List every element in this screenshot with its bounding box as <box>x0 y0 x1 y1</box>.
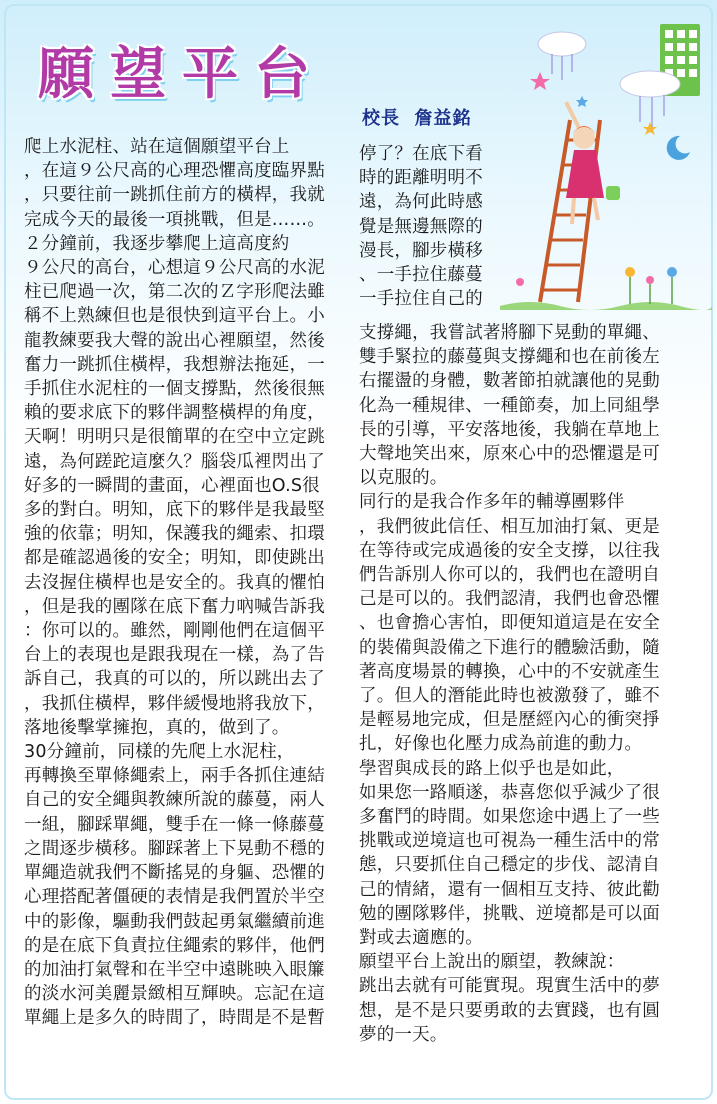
right-bottom-line: 跳出去就有可能實現。現實生活中的夢 <box>359 976 660 997</box>
left-column-line: ，我抓住橫桿，夥伴緩慢地將我放下， <box>24 693 325 714</box>
left-column-line: 自己的安全繩與教練所說的藤蔓，兩人 <box>24 790 325 811</box>
girl-figure <box>566 102 620 224</box>
left-column-line: 之間逐步橫移。腳踩著上下晃動不穩的 <box>24 838 325 859</box>
right-bottom-line: 對或去適應的。 <box>359 928 483 949</box>
right-bottom-line: 己是可以的。我們認清，我們也會恐懼 <box>359 589 660 610</box>
left-column-line: 天啊！明明只是很簡單的在空中立定跳 <box>24 427 325 448</box>
girl-climbing-ladder-illustration <box>500 10 712 310</box>
left-column-line: 台上的表現也是跟我現在一樣，為了告 <box>24 645 325 666</box>
right-bottom-line: ，我們彼此信任、相互加油打氣、更是 <box>359 516 660 537</box>
left-column-line: 稱不上熟練但也是很快到這平台上。小 <box>24 306 325 327</box>
right-bottom-line: 想，是不是只要勇敢的去實踐，也有圓 <box>359 1000 660 1021</box>
left-column-line: 的加油打氣聲和在半空中遠眺映入眼簾 <box>24 959 325 980</box>
left-column-line: 強的依靠；明知，保護我的繩索、扣環 <box>24 524 325 545</box>
left-column-line: 單繩上是多久的時間了，時間是不是暫 <box>24 1008 325 1029</box>
left-column-line: 再轉換至單條繩索上，兩手各抓住連結 <box>24 766 325 787</box>
right-bottom-line: 雙手緊拉的藤蔓與支撐繩和也在前後左 <box>359 347 660 368</box>
right-top-line: 時的距離明明不 <box>359 168 483 189</box>
right-top-line: 遠，為何此時感 <box>359 192 483 213</box>
left-column-line: 爬上水泥柱、站在這個願望平台上 <box>24 137 290 157</box>
left-column-line: 都是確認過後的安全；明知，即使跳出 <box>24 548 325 569</box>
grass-decoration <box>500 267 712 310</box>
right-bottom-line: 長的引導，平安落地後，我躺在草地上 <box>359 419 660 440</box>
left-column-line: ２分鐘前，我逐步攀爬上這高度約 <box>24 233 290 254</box>
right-bottom-line: 右擺盪的身體，數著節拍就讓他的晃動 <box>359 371 660 392</box>
left-column-line: 的是在底下負責拉住繩索的夥伴，他們 <box>24 935 325 956</box>
right-bottom-line: 們告訴別人你可以的，我們也在證明自 <box>359 565 660 586</box>
right-bottom-line: 以克服的。 <box>359 468 448 489</box>
left-column-line: 好多的一瞬間的畫面，心裡面也O.S很 <box>24 475 320 496</box>
right-top-line: 覺是無邊無際的 <box>359 216 483 237</box>
left-column-line: 心理搭配著僵硬的表情是我們置於半空 <box>24 887 325 908</box>
left-column-line: 賴的要求底下的夥伴調整橫桿的角度， <box>24 403 325 424</box>
right-bottom-line: 是輕易地完成，但是歷經內心的衝突掙 <box>359 710 660 731</box>
left-column-line: ，在這９公尺高的心理恐懼高度臨界點 <box>24 161 325 182</box>
left-column-line: 中的影像，驅動我們鼓起勇氣繼續前進 <box>24 911 325 932</box>
moon-icon <box>667 136 690 160</box>
left-column-line: 手抓住水泥柱的一個支撐點，然後很無 <box>24 379 325 400</box>
left-column-line: 30分鐘前，同樣的先爬上水泥柱， <box>24 742 295 763</box>
left-column-line: 落地後擊掌擁抱，真的，做到了。 <box>24 717 290 738</box>
right-bottom-line: 如果您一路順遂，恭喜您似乎減少了很 <box>359 782 660 803</box>
left-column-line: 訴自己，我真的可以的，所以跳出去了 <box>24 669 325 690</box>
right-bottom-line: 的裝備與設備之下進行的體驗活動，隨 <box>359 637 660 658</box>
left-column-line: 龍教練要我大聲的說出心裡願望，然後 <box>24 330 325 351</box>
right-column-top <box>359 142 509 311</box>
left-column-line: ：你可以的。雖然，剛剛他們在這個平 <box>24 621 325 642</box>
right-bottom-line: 、也會擔心害怕，即便知道這是在安全 <box>359 613 660 634</box>
right-bottom-line: 學習與成長的路上似乎也是如此， <box>359 758 625 779</box>
right-bottom-line: 挑戰或逆境這也可視為一種生活中的常 <box>359 831 660 852</box>
left-column-line: 遠，為何蹉跎這麼久？腦袋瓜裡閃出了 <box>24 451 325 472</box>
right-column-bottom <box>359 321 704 1047</box>
left-column-line: ，但是我的團隊在底下奮力吶喊告訴我 <box>24 596 325 617</box>
right-bottom-line: 勉的團隊夥伴，挑戰、逆境都是可以面 <box>359 903 660 924</box>
left-column-line: 的淡水河美麗景緻相互輝映。忘記在這 <box>24 984 325 1005</box>
right-bottom-line: 願望平台上說出的願望，教練說： <box>359 952 625 973</box>
right-top-line: 停了？在底下看 <box>359 144 483 164</box>
left-column <box>24 135 356 1031</box>
left-column-line: 多的對白。明知，底下的夥伴是我最堅 <box>24 500 325 521</box>
right-bottom-line: 支撐繩，我嘗試著將腳下晃動的單繩、 <box>359 323 660 343</box>
ladder-icon <box>540 120 600 302</box>
cloud-icon <box>538 32 680 97</box>
right-bottom-line: 多奮鬥的時間。如果您途中遇上了一些 <box>359 807 660 828</box>
left-column-line: ，只要往前一跳抓住前方的橫桿，我就 <box>24 185 325 206</box>
page-title: 願望平台 <box>38 41 326 107</box>
right-bottom-line: 己的情緒，還有一個相互支持、彼此勸 <box>359 879 660 900</box>
right-bottom-line: 化為一種規律、一種節奏，加上同組學 <box>359 395 660 416</box>
right-bottom-line: 著高度場景的轉換，心中的不安就產生 <box>359 661 660 682</box>
right-bottom-line: 同行的是我合作多年的輔導團夥伴 <box>359 492 625 513</box>
right-bottom-line: 態，只要抓住自己穩定的步伐、認清自 <box>359 855 660 876</box>
author-byline: 校長 詹益銘 <box>362 108 472 129</box>
left-column-line: 奮力一跳抓住橫桿，我想辦法拖延，一 <box>24 354 325 375</box>
left-column-line: ９公尺的高台，心想這９公尺高的水泥 <box>24 258 325 279</box>
right-bottom-line: 大聲地笑出來，原來心中的恐懼還是可 <box>359 444 660 465</box>
right-bottom-line: 扎，好像也化壓力成為前進的動力。 <box>359 734 643 755</box>
left-column-line: 去沒握住橫桿也是安全的。我真的懼怕 <box>24 572 325 593</box>
left-column-line: 一組，腳踩單繩，雙手在一條一條藤蔓 <box>24 814 325 835</box>
right-bottom-line: 了。但人的潛能此時也被激發了，雖不 <box>359 686 660 707</box>
right-top-line: 、一手拉住藤蔓 <box>359 265 483 286</box>
right-bottom-line: 夢的一天。 <box>359 1024 448 1045</box>
right-bottom-line: 在等待或完成過後的安全支撐，以往我 <box>359 540 660 561</box>
left-column-line: 完成今天的最後一項挑戰，但是……。 <box>24 209 325 230</box>
right-top-line: 一手拉住自己的 <box>359 289 483 310</box>
left-column-line: 單繩造就我們不斷搖晃的身軀、恐懼的 <box>24 863 325 884</box>
right-top-line: 漫長，腳步橫移 <box>359 240 483 261</box>
left-column-line: 柱已爬過一次，第二次的Ｚ字形爬法雖 <box>24 282 325 303</box>
